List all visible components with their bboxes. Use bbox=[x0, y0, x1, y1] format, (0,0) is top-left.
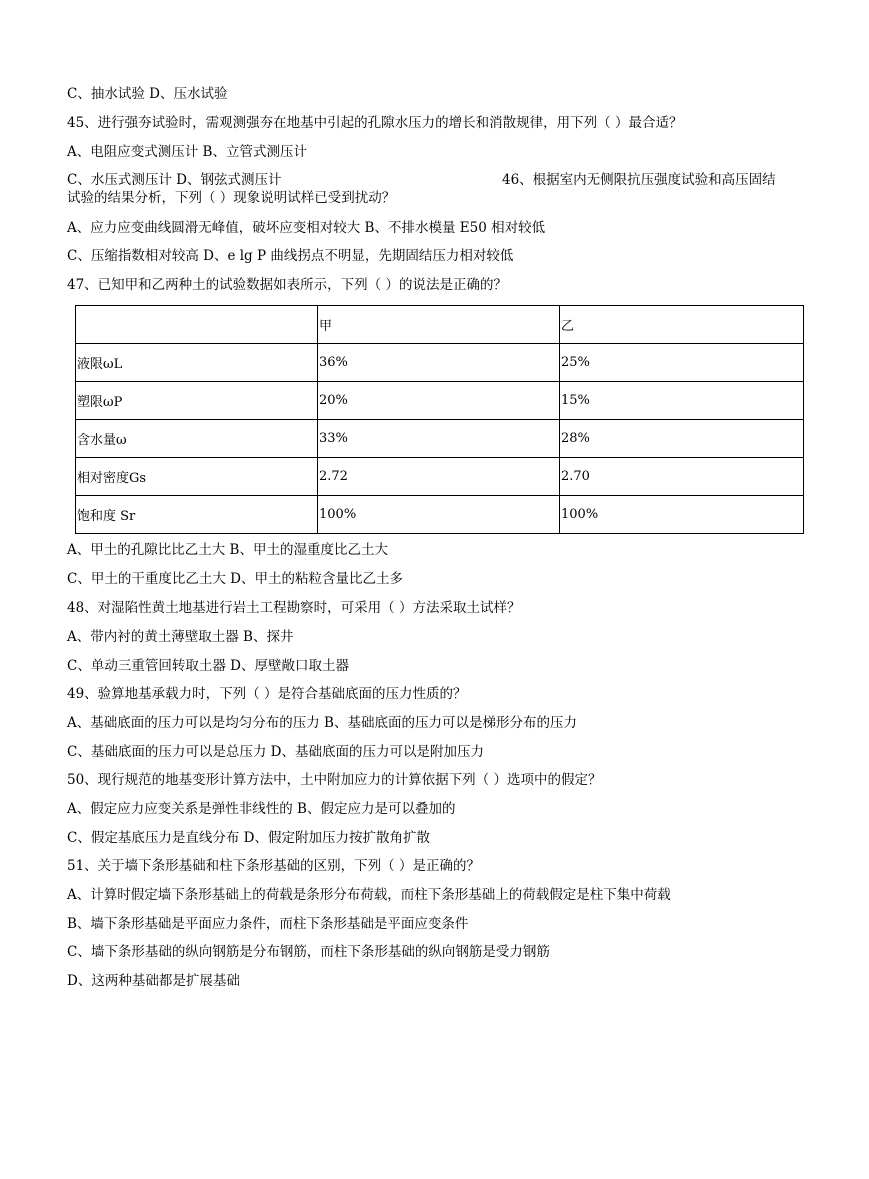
table-row bbox=[76, 382, 804, 420]
table-row bbox=[76, 458, 804, 496]
question-47: 47、已知甲和乙两种土的试验数据如表所示，下列（ ）的说法是正确的？ bbox=[67, 277, 507, 293]
table-cell: 100% bbox=[560, 496, 804, 534]
question-49: 49、验算地基承载力时，下列（ ）是符合基础底面的压力性质的？ bbox=[67, 686, 467, 702]
question-51: 51、关于墙下条形基础和柱下条形基础的区别，下列（ ）是正确的？ bbox=[67, 858, 480, 874]
text-line: C、墙下条形基础的纵向钢筋是分布钢筋，而柱下条形基础的纵向钢筋是受力钢筋 bbox=[67, 944, 550, 960]
table-cell: 33% bbox=[318, 420, 560, 458]
text-line: C、基础底面的压力可以是总压力 D、基础底面的压力可以是附加压力 bbox=[67, 744, 484, 760]
table-cell: 甲 bbox=[318, 306, 560, 344]
question-45: 45、进行强夯试验时，需观测强夯在地基中引起的孔隙水压力的增长和消散规律，用下列（ ）最合适？ bbox=[67, 115, 683, 131]
text-line: A、基础底面的压力可以是均匀分布的压力 B、基础底面的压力可以是梯形分布的压力 bbox=[67, 715, 577, 731]
text-line: A、甲土的孔隙比比乙土大 B、甲土的湿重度比乙土大 bbox=[67, 542, 388, 558]
table-row bbox=[76, 496, 804, 534]
text-line: A、带内衬的黄土薄壁取土器 B、探井 bbox=[67, 629, 294, 645]
text-line: A、计算时假定墙下条形基础上的荷载是条形分布荷载，而柱下条形基础上的荷载假定是柱下集中荷载 bbox=[67, 887, 671, 903]
text-line: C、单动三重管回转取土器 D、厚壁敞口取土器 bbox=[67, 658, 349, 674]
table-cell: 液限ωL bbox=[76, 344, 318, 382]
table-cell: 含水量ω bbox=[76, 420, 318, 458]
table-cell: 乙 bbox=[560, 306, 804, 344]
text-line: A、应力应变曲线圆滑无峰值，破坏应变相对较大 B、不排水模量 E50 相对较低 bbox=[67, 220, 546, 236]
text-line: C、抽水试验 D、压水试验 bbox=[67, 86, 228, 102]
soil-data-table bbox=[75, 305, 804, 534]
text-line: C、甲土的干重度比乙土大 D、甲土的粘粒含量比乙土多 bbox=[67, 571, 403, 587]
table-cell: 28% bbox=[560, 420, 804, 458]
table-header-row bbox=[76, 306, 804, 344]
table-row bbox=[76, 420, 804, 458]
text-line: A、电阻应变式测压计 B、立管式测压计 bbox=[67, 144, 307, 160]
question-50: 50、现行规范的地基变形计算方法中，土中附加应力的计算依据下列（ ）选项中的假定？ bbox=[67, 772, 602, 788]
table-cell: 20% bbox=[318, 382, 560, 420]
table-cell: 36% bbox=[318, 344, 560, 382]
table-cell: 相对密度Gs bbox=[76, 458, 318, 496]
table-cell: 15% bbox=[560, 382, 804, 420]
table-cell: 塑限ωP bbox=[76, 382, 318, 420]
table-cell: 100% bbox=[318, 496, 560, 534]
table-cell: 25% bbox=[560, 344, 804, 382]
table-row bbox=[76, 344, 804, 382]
table-cell: 2.72 bbox=[318, 458, 560, 496]
text-line: C、压缩指数相对较高 D、e lg P 曲线拐点不明显，先期固结压力相对较低 bbox=[67, 248, 514, 264]
question-46-continued: 试验的结果分析，下列（ ）现象说明试样已受到扰动？ bbox=[67, 190, 396, 206]
text-line: D、这两种基础都是扩展基础 bbox=[67, 973, 240, 989]
table-cell bbox=[76, 306, 318, 344]
text-line: B、墙下条形基础是平面应力条件，而柱下条形基础是平面应变条件 bbox=[67, 916, 469, 932]
table-cell: 2.70 bbox=[560, 458, 804, 496]
text-line: C、水压式测压计 D、钢弦式测压计 bbox=[67, 172, 282, 188]
question-48: 48、对湿陷性黄土地基进行岩土工程勘察时，可采用（ ）方法采取土试样？ bbox=[67, 600, 521, 616]
table-cell: 饱和度 Sr bbox=[76, 496, 318, 534]
text-line: A、假定应力应变关系是弹性非线性的 B、假定应力是可以叠加的 bbox=[67, 801, 456, 817]
text-line: C、假定基底压力是直线分布 D、假定附加压力按扩散角扩散 bbox=[67, 830, 430, 846]
question-46: 46、根据室内无侧限抗压强度试验和高压固结 bbox=[502, 172, 776, 188]
